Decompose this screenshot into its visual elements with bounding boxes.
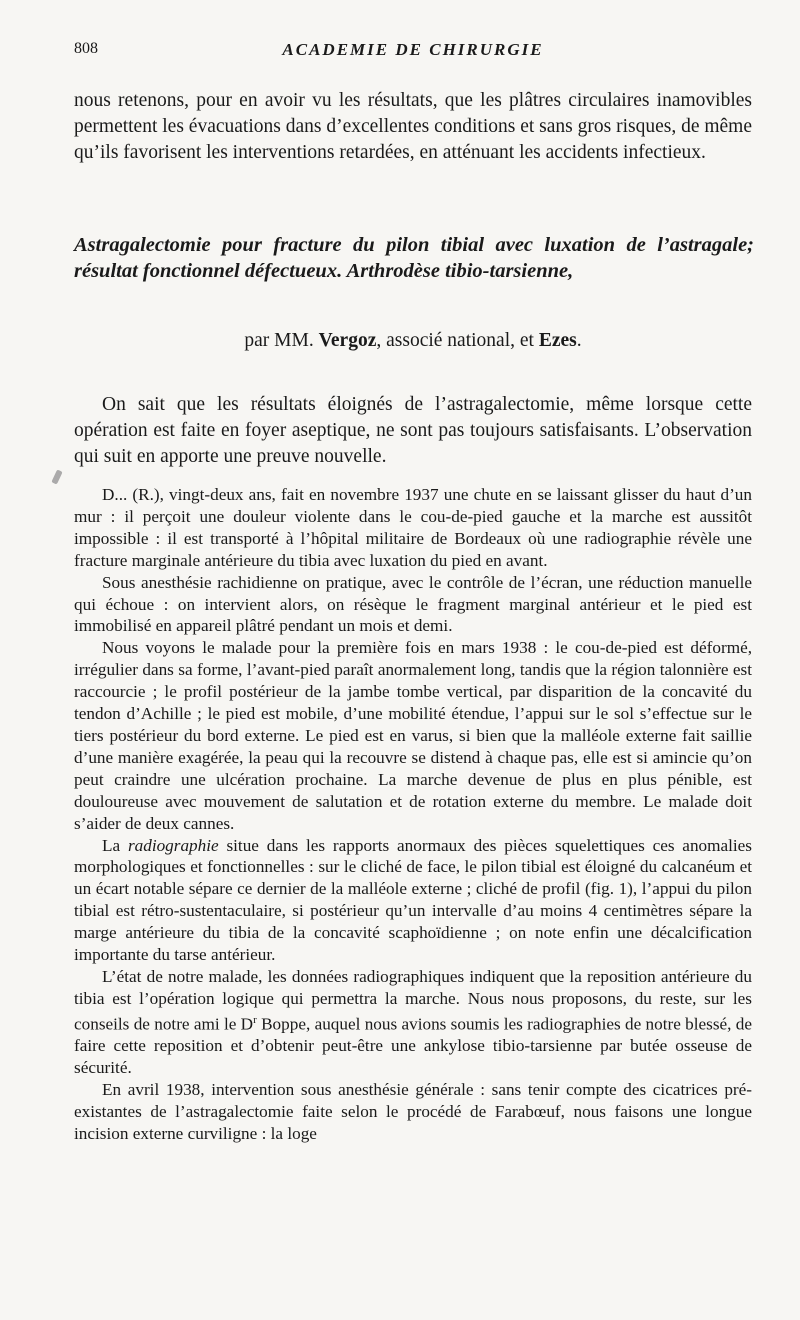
page-header <box>74 40 752 64</box>
authors-prefix: par MM. <box>244 330 319 351</box>
article-title: Astragalectomie pour fracture du pilon tibial avec luxation de l’astragale; résultat fonctionnel défectueux. Arthrodèse tibio-tarsienne, <box>74 234 754 282</box>
case-report <box>74 484 752 1145</box>
p5-rest: Boppe, auquel nous avions soumis les radiographies de notre blessé, de faire cette reposition et d’obtenir peut-être une ankylose tibio-tarsienne par butée osseuse de sécurité. <box>74 1014 752 1078</box>
author-vergoz: Vergoz <box>318 330 377 351</box>
case-paragraph-5 <box>74 966 752 1079</box>
p5-superscript: r <box>253 1013 257 1026</box>
case-paragraph-4 <box>74 835 752 966</box>
p4-italic-word: radiographie <box>127 835 219 855</box>
p4-rest: situe dans les rapports anormaux des pièces squelettiques ces anomalies morphologiques et fonctionnelles : sur le cliché de face, le pilon tibial est éloigné du calcanéum et un écart notable sépare ce dernier de la malléole externe ; cliché de profil (fig. 1), l’appui du pilon tibial est rétro-sustentaculaire, si postérieur qu’un intervalle d’au moins 4 centimètres sépare la marge antérieure du tibia de la concavité scaphoïdienne ; on note enfin une décalcification importante du tarse antérieur. <box>74 835 752 965</box>
p4-start: La <box>102 835 128 855</box>
authors-middle: , associé national, et <box>376 330 539 351</box>
p5-start: L’état de notre malade, les données radiographiques indiquent que la reposition antérieure du tibia est l’opération logique qui permettra la marche. Nous nous proposons, du reste, sur les conseils de notre ami le D <box>74 966 752 1034</box>
ink-mark <box>51 469 62 484</box>
article-authors <box>74 330 752 352</box>
running-head: ACADEMIE DE CHIRURGIE <box>282 40 544 59</box>
author-ezes: Ezes <box>538 330 577 351</box>
opening-paragraph: nous retenons, pour en avoir vu les résultats, que les plâtres circulaires inamovibles permettent les évacuations dans d’excellentes conditions et sans gros risques, de même qu’ils favorisent les interventions retardées, en atténuant les accidents infectieux. <box>74 90 752 163</box>
authors-suffix: . <box>576 330 582 351</box>
case-paragraph-6: En avril 1938, intervention sous anesthésie générale : sans tenir compte des cicatrices pré-existantes de l’astragalectomie faite selon le procédé de Farabœuf, nous faisons une longue incision externe curviligne : la loge <box>74 1080 752 1144</box>
case-paragraph-1: D... (R.), vingt-deux ans, fait en novembre 1937 une chute en se laissant glisser du haut d’un mur : il perçoit une douleur violente dans le cou-de-pied gauche et la marche est aussitôt impossible : il est transporté à l’hôpital militaire de Bordeaux où une radiographie révèle une fracture marginale antérieure du tibia avec luxation du pied en avant. <box>74 485 752 570</box>
page-number: 808 <box>74 40 98 57</box>
introduction-paragraph: On sait que les résultats éloignés de l’astragalectomie, même lorsque cette opération est faite en foyer aseptique, ne sont pas toujours satisfaisants. L’observation qui suit en apporte une preuve nouvelle. <box>74 394 752 467</box>
case-paragraph-2: Sous anesthésie rachidienne on pratique, avec le contrôle de l’écran, une réduction manuelle qui échoue : on intervient alors, on résèque le fragment marginal antérieur et le pied est immobilisé en appareil plâtré pendant un mois et demi. <box>74 572 752 636</box>
case-paragraph-3: Nous voyons le malade pour la première fois en mars 1938 : le cou-de-pied est déformé, irrégulier dans sa forme, l’avant-pied paraît anormalement long, tandis que la région talonnière est raccourcie ; le profil postérieur de la jambe tombe vertical, par disparition de la concavité du tendon d’Achille ; le pied est mobile, d’une mobilité étendue, l’appui sur le sol s’effectue sur le tiers postérieur du bord externe. Le pied est en varus, si bien que la malléole externe fait saillie d’une manière exagérée, la peau qui la recouvre se distend à chaque pas, elle est si amincie qu’on peut craindre une ulcération prochaine. La marche devenue de plus en plus pénible, est douloureuse avec mouvement de salutation et de rotation externe du membre. Le malade doit s’aider de deux cannes. <box>74 638 752 833</box>
